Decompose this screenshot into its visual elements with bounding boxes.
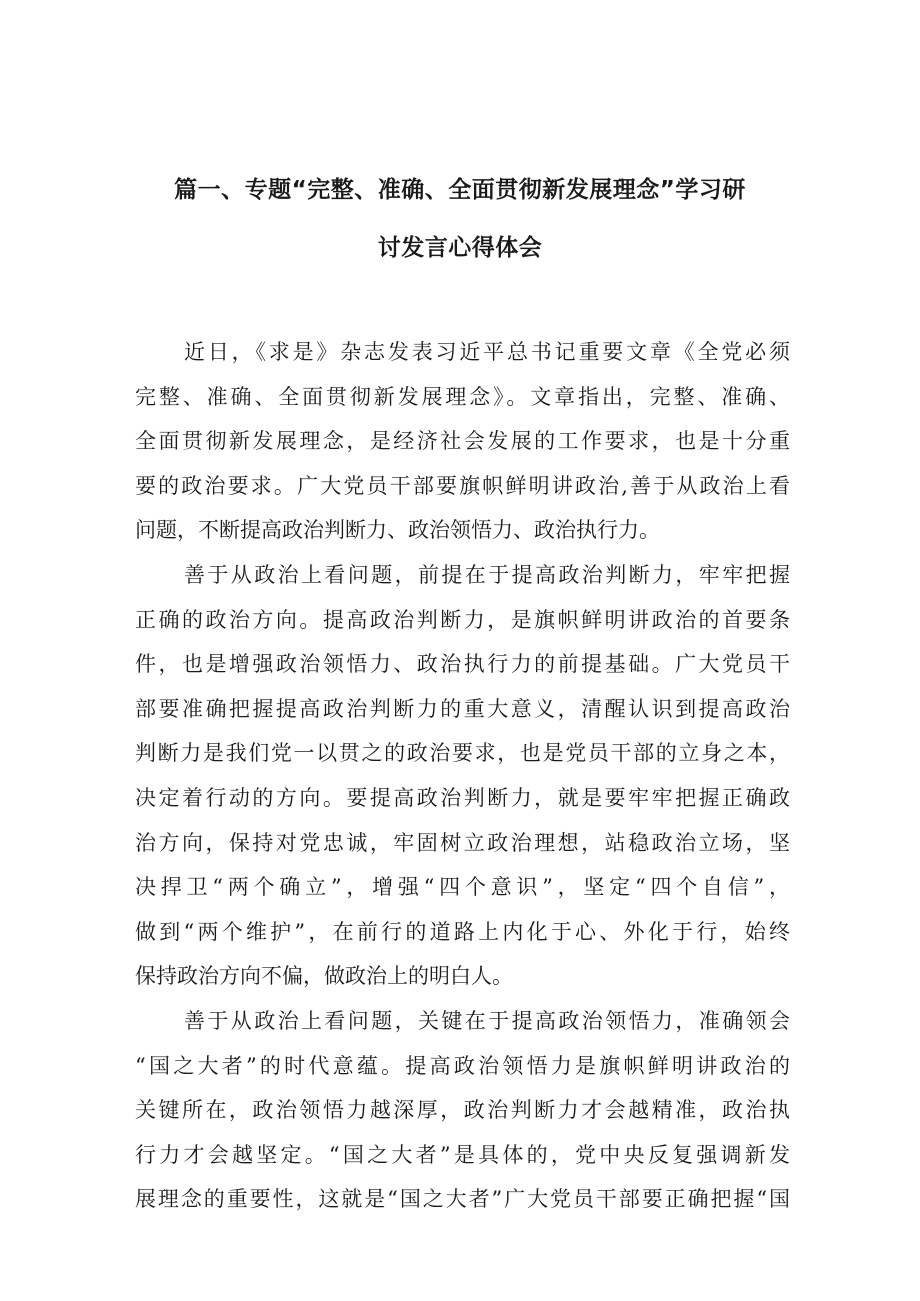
paragraph-line: 正确的政治方向。提高政治判断力，是旗帜鲜明讲政治的首要条 xyxy=(135,607,790,632)
paragraph-line: 要的政治要求。广大党员干部要旗帜鲜明讲政治,善于从政治上看 xyxy=(135,473,790,498)
paragraph-2 xyxy=(135,553,790,999)
paragraph-1 xyxy=(135,330,790,553)
paragraph-line: 决捍卫“两个确立”，增强“四个意识”，坚定“四个自信”， xyxy=(135,875,790,900)
document-body xyxy=(135,330,790,1222)
paragraph-3 xyxy=(135,999,790,1222)
paragraph-line: 判断力是我们党一以贯之的政治要求，也是党员干部的立身之本， xyxy=(135,741,790,766)
paragraph-line: 全面贯彻新发展理念，是经济社会发展的工作要求，也是十分重 xyxy=(135,429,790,454)
paragraph-line: “国之大者”的时代意蕴。提高政治领悟力是旗帜鲜明讲政治的 xyxy=(135,1053,790,1078)
paragraph-line: 展理念的重要性，这就是“国之大者”广大党员干部要正确把握“国 xyxy=(135,1187,790,1212)
paragraph-line: 决定着行动的方向。要提高政治判断力，就是要牢牢把握正确政 xyxy=(135,785,790,810)
paragraph-line: 做到“两个维护”，在前行的道路上内化于心、外化于行，始终 xyxy=(135,919,790,944)
document-title-line-2: 讨发言心得体会 xyxy=(377,235,543,261)
paragraph-line: 善于从政治上看问题，前提在于提高政治判断力，牢牢把握 xyxy=(184,562,790,587)
paragraph-line: 部要准确把握提高政治判断力的重大意义，清醒认识到提高政治 xyxy=(135,696,790,721)
paragraph-line: 治方向，保持对党忠诚，牢固树立政治理想，站稳政治立场，坚 xyxy=(135,830,790,855)
paragraph-line: 问题，不断提高政治判断力、政治领悟力、政治执行力。 xyxy=(135,518,660,543)
paragraph-line: 善于从政治上看问题，关键在于提高政治领悟力，准确领会 xyxy=(184,1008,790,1033)
paragraph-line: 关键所在，政治领悟力越深厚，政治判断力才会越精准，政治执 xyxy=(135,1098,790,1123)
paragraph-line: 件，也是增强政治领悟力、政治执行力的前提基础。广大党员干 xyxy=(135,652,790,677)
paragraph-line: 近日，《求是》杂志发表习近平总书记重要文章《全党必须 xyxy=(184,340,790,364)
paragraph-line: 保持政治方向不偏，做政治上的明白人。 xyxy=(135,964,513,989)
document-title-line-1: 篇一、专题“完整、准确、全面贯彻新发展理念”学习研 xyxy=(174,177,746,203)
paragraph-line: 行力才会越坚定。“国之大者”是具体的，党中央反复强调新发 xyxy=(135,1142,790,1167)
paragraph-line: 完整、准确、全面贯彻新发展理念》。文章指出，完整、准确、 xyxy=(135,384,790,409)
